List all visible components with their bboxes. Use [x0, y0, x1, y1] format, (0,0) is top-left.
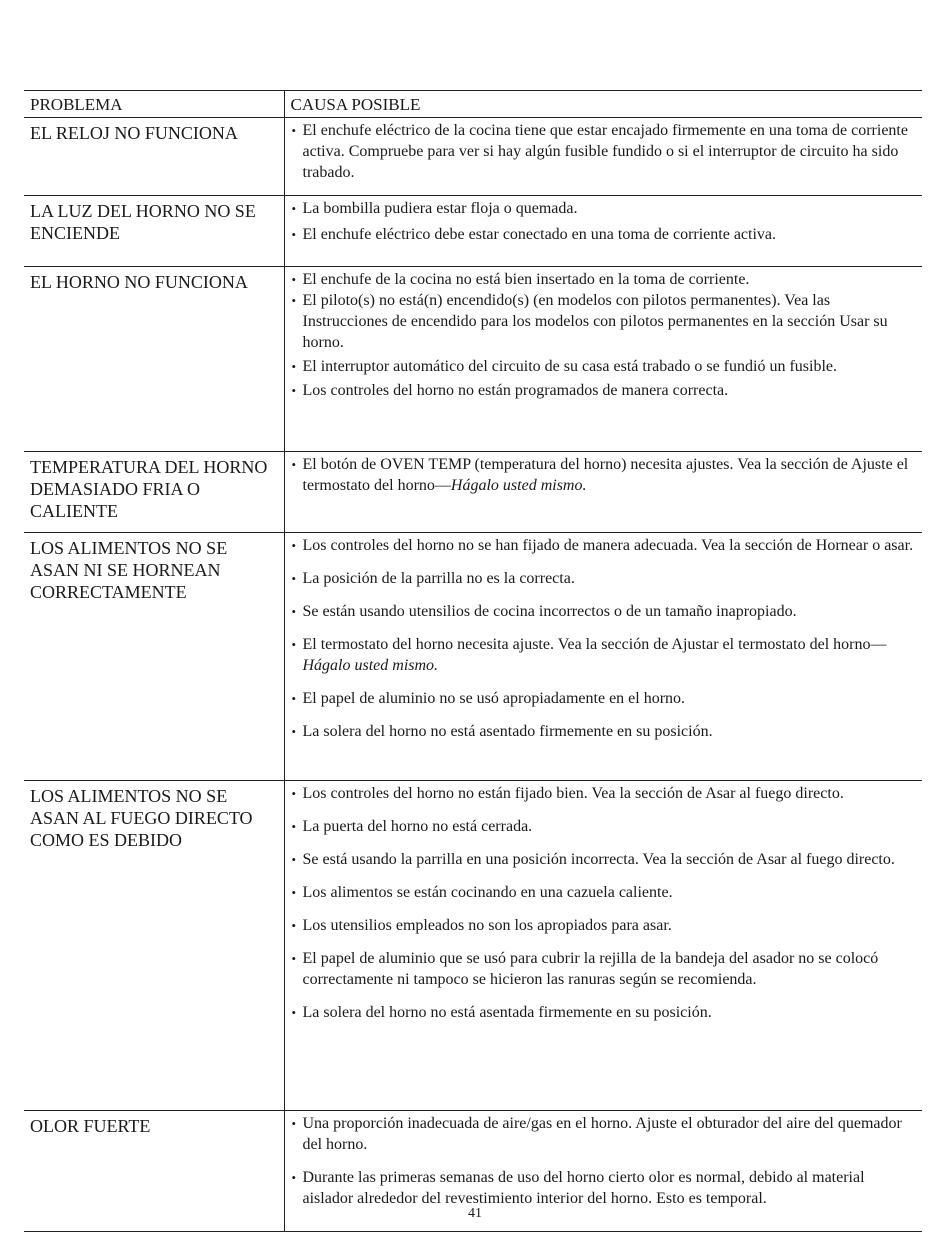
cause-text: La posición de la parrilla no es la correcta. [302, 570, 575, 587]
cause-text: El papel de aluminio que se usó para cubrir la rejilla de la bandeja del asador no se colocó correctamente ni tampoco se hicieron las ranuras según se recomienda. [302, 950, 879, 988]
cause-text: Los alimentos se están cocinando en una cazuela caliente. [302, 884, 673, 901]
cause-item [292, 783, 915, 804]
cause-item [292, 356, 915, 377]
header-cause: CAUSA POSIBLE [284, 91, 922, 118]
cause-item [292, 601, 915, 622]
table-header-row [24, 91, 922, 118]
cause-text: Los utensilios empleados no son los apropiados para asar. [302, 917, 672, 934]
causes-cell [284, 452, 922, 533]
causes-cell [284, 267, 922, 452]
cause-text: Se está usando la parrilla en una posición incorrecta. Vea la sección de Asar al fuego directo. [302, 851, 895, 868]
header-problem: PROBLEMA [24, 91, 284, 118]
page-number: 41 [468, 1206, 482, 1221]
cause-item [292, 882, 915, 903]
cause-item [292, 535, 915, 556]
cause-item [292, 721, 915, 742]
cause-item [292, 290, 915, 353]
cause-text: El piloto(s) no está(n) encendido(s) (en modelos con pilotos permanentes). Vea las Instrucciones de encendido para los modelos con pilotos permanentes en la sección Usar su horno. [302, 292, 888, 351]
cause-item [292, 688, 915, 709]
cause-text: La bombilla pudiera estar floja o quemada. [302, 200, 578, 217]
cause-text: Los controles del horno no se han fijado de manera adecuada. Vea la sección de Hornear o asar. [302, 537, 914, 554]
cause-text: La solera del horno no está asentado firmemente en su posición. [302, 723, 713, 740]
cause-item [292, 568, 915, 589]
problem-cell: OLOR FUERTE [24, 1111, 284, 1232]
problem-cell: EL RELOJ NO FUNCIONA [24, 118, 284, 196]
cause-text: La solera del horno no está asentada firmemente en su posición. [302, 1004, 712, 1021]
problem-cell: TEMPERATURA DEL HORNO DEMASIADO FRIA O CALIENTE [24, 452, 284, 533]
cause-item [292, 198, 915, 219]
cause-text: El enchufe eléctrico debe estar conectado en una toma de corriente activa. [302, 226, 777, 243]
cause-text: El termostato del horno necesita ajuste. Vea la sección de Ajustar el termostato del horno— [302, 636, 887, 653]
problem-cell: LOS ALIMENTOS NO SE ASAN AL FUEGO DIRECTO COMO ES DEBIDO [24, 781, 284, 1111]
problem-cell: EL HORNO NO FUNCIONA [24, 267, 284, 452]
table-row [24, 781, 922, 1111]
cause-item [292, 380, 915, 401]
troubleshooting-document [24, 90, 922, 1232]
cause-text: La puerta del horno no está cerrada. [302, 818, 533, 835]
problem-cell: LOS ALIMENTOS NO SE ASAN NI SE HORNEAN CORRECTAMENTE [24, 533, 284, 781]
cause-item [292, 269, 915, 290]
causes-cell [284, 196, 922, 267]
table-row [24, 452, 922, 533]
cause-item [292, 1167, 915, 1209]
cause-text: El enchufe de la cocina no está bien insertado en la toma de corriente. [302, 271, 750, 288]
cause-item [292, 224, 915, 245]
causes-cell [284, 118, 922, 196]
cause-item [292, 1113, 915, 1155]
cause-text: El botón de OVEN TEMP (temperatura del horno) necesita ajustes. Vea la sección de Ajuste el termostato del horno— [302, 456, 909, 494]
table-row [24, 118, 922, 196]
cause-text: Durante las primeras semanas de uso del horno cierto olor es normal, debido al material aislador alrededor del revestimiento interior del horno. Esto es temporal. [302, 1169, 865, 1207]
cause-item [292, 1002, 915, 1023]
cause-item [292, 454, 915, 496]
problem-cell: LA LUZ DEL HORNO NO SE ENCIENDE [24, 196, 284, 267]
cause-reference: Hágalo usted mismo. [302, 657, 439, 674]
cause-item [292, 849, 915, 870]
cause-text: Una proporción inadecuada de aire/gas en el horno. Ajuste el obturador del aire del quemador del horno. [302, 1115, 902, 1153]
cause-item [292, 120, 915, 183]
cause-text: Los controles del horno no están programados de manera correcta. [302, 382, 729, 399]
table-row [24, 533, 922, 781]
cause-item [292, 915, 915, 936]
table-row [24, 267, 922, 452]
causes-cell [284, 781, 922, 1111]
cause-text: Se están usando utensilios de cocina incorrectos o de un tamaño inapropiado. [302, 603, 797, 620]
cause-item [292, 948, 915, 990]
cause-reference: Hágalo usted mismo. [450, 477, 587, 494]
troubleshooting-table [24, 90, 922, 1232]
cause-item [292, 634, 915, 676]
cause-item [292, 816, 915, 837]
table-row [24, 196, 922, 267]
cause-text: El papel de aluminio no se usó apropiadamente en el horno. [302, 690, 686, 707]
cause-text: El enchufe eléctrico de la cocina tiene que estar encajado firmemente en una toma de corriente activa. Compruebe para ver si hay algún fusible fundido o si el interruptor de circuito ha sido trabado. [302, 122, 908, 181]
causes-cell [284, 533, 922, 781]
cause-text: Los controles del horno no están fijado bien. Vea la sección de Asar al fuego directo. [302, 785, 844, 802]
cause-text: El interruptor automático del circuito de su casa está trabado o se fundió un fusible. [302, 358, 837, 375]
